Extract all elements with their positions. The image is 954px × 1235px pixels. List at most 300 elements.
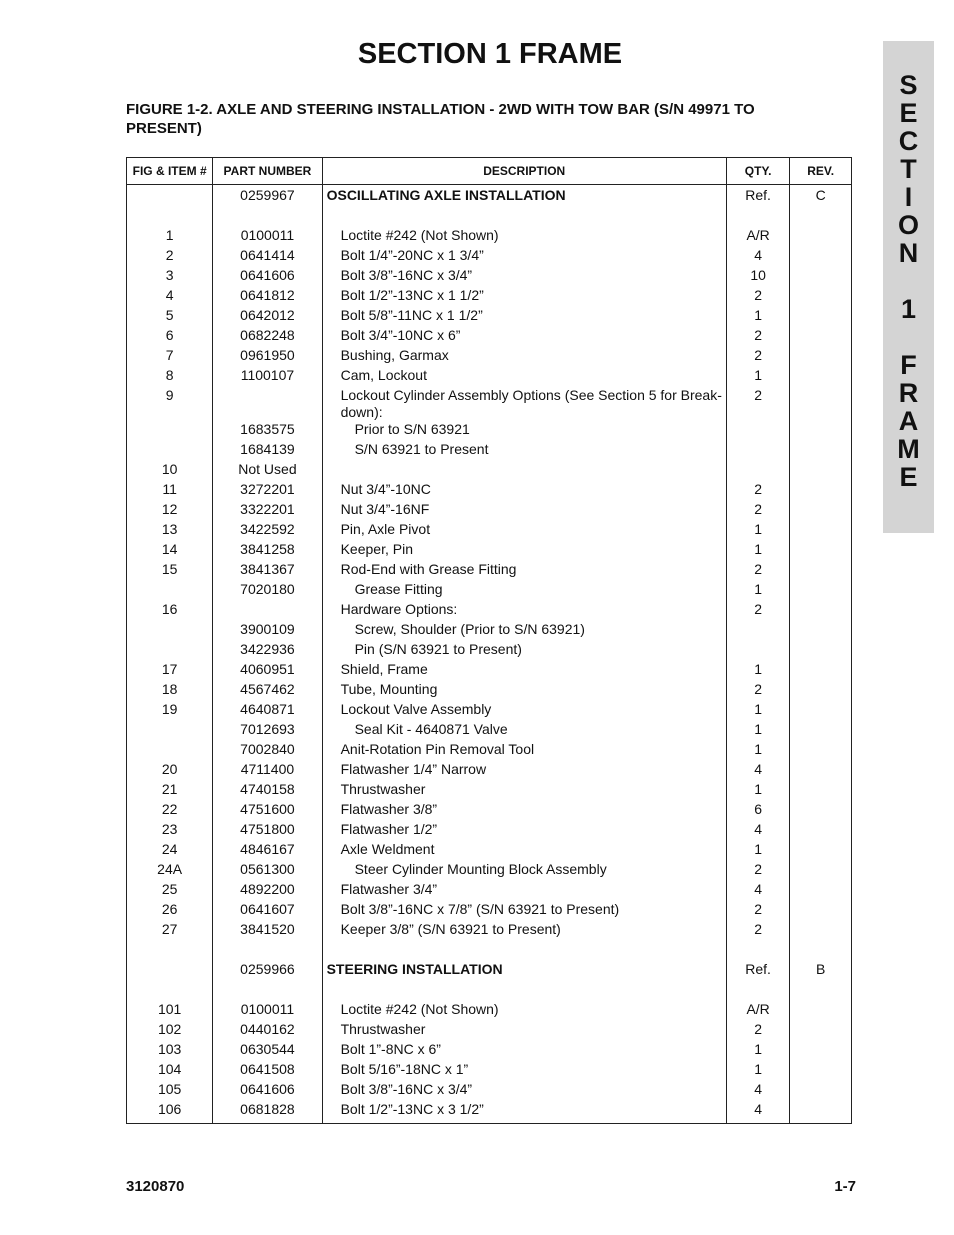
description-text: Flatwasher 1/4” Narrow (340, 761, 487, 777)
description-text: Bolt 5/16”-18NC x 1” (340, 1061, 469, 1077)
fig-item-cell (127, 941, 213, 961)
description-text: Steer Cylinder Mounting Block Assembly (354, 861, 607, 877)
side-tab-letter (883, 323, 934, 351)
rev-cell (790, 821, 852, 841)
description-cell (322, 441, 726, 461)
rev-cell (790, 641, 852, 661)
fig-item-cell: 104 (127, 1061, 213, 1081)
fig-item-cell (127, 185, 213, 208)
description-cell (322, 1081, 726, 1101)
rev-cell (790, 761, 852, 781)
table-row (127, 981, 852, 1001)
part-number-cell (213, 601, 322, 621)
part-number-cell: 4846167 (213, 841, 322, 861)
part-number-cell: 0641606 (213, 267, 322, 287)
description-cell (322, 841, 726, 861)
rev-cell (790, 601, 852, 621)
qty-cell: 2 (726, 681, 790, 701)
qty-cell: 1 (726, 1041, 790, 1061)
rev-cell (790, 1081, 852, 1101)
qty-cell (726, 207, 790, 227)
side-tab-letter (883, 267, 934, 295)
rev-cell (790, 387, 852, 421)
qty-cell: 1 (726, 701, 790, 721)
side-tab-letter: S (899, 70, 918, 100)
description-text: Tube, Mounting (340, 681, 438, 697)
qty-cell: 6 (726, 801, 790, 821)
side-tab-letter: N (898, 238, 919, 268)
side-tab-letter: T (900, 154, 917, 184)
qty-cell (726, 981, 790, 1001)
table-row (127, 287, 852, 307)
description-text: Hardware Options: (340, 601, 458, 617)
description-cell (322, 601, 726, 621)
description-cell (322, 501, 726, 521)
description-cell (322, 581, 726, 601)
fig-item-cell: 2 (127, 247, 213, 267)
table-row (127, 681, 852, 701)
fig-item-cell: 25 (127, 881, 213, 901)
side-tab-letter: F (900, 350, 917, 380)
table-row (127, 481, 852, 501)
part-number-cell: 0682248 (213, 327, 322, 347)
qty-cell: 1 (726, 1061, 790, 1081)
qty-cell: A/R (726, 227, 790, 247)
rev-cell (790, 1041, 852, 1061)
fig-item-cell: 9 (127, 387, 213, 421)
table-row (127, 1041, 852, 1061)
side-tab-letter: R (898, 378, 919, 408)
fig-item-cell: 1 (127, 227, 213, 247)
fig-item-cell: 101 (127, 1001, 213, 1021)
description-text: Grease Fitting (354, 581, 443, 597)
rev-cell (790, 541, 852, 561)
qty-cell: 4 (726, 1081, 790, 1101)
rev-cell (790, 781, 852, 801)
description-cell (322, 561, 726, 581)
part-number-cell: 3841520 (213, 921, 322, 941)
description-cell (322, 661, 726, 681)
table-row (127, 661, 852, 681)
qty-cell: Ref. (726, 961, 790, 981)
description-cell (322, 901, 726, 921)
description-text: Flatwasher 3/8” (340, 801, 438, 817)
rev-cell (790, 681, 852, 701)
table-row (127, 821, 852, 841)
fig-item-cell: 8 (127, 367, 213, 387)
fig-item-cell (127, 441, 213, 461)
qty-cell: 1 (726, 781, 790, 801)
part-number-cell: 4751800 (213, 821, 322, 841)
part-number-cell (213, 387, 322, 421)
description-text: Pin, Axle Pivot (340, 521, 431, 537)
part-number-cell: 1683575 (213, 421, 322, 441)
description-text: Prior to S/N 63921 (354, 421, 470, 437)
fig-item-cell (127, 641, 213, 661)
qty-cell: Ref. (726, 185, 790, 208)
table-row (127, 461, 852, 481)
description-text: Bolt 1/2”-13NC x 1 1/2” (340, 287, 484, 303)
qty-cell: 1 (726, 307, 790, 327)
rev-cell (790, 701, 852, 721)
description-text: Seal Kit - 4640871 Valve (354, 721, 508, 737)
section-side-tab (883, 41, 934, 533)
side-tab-letter: 1 (900, 294, 917, 324)
qty-cell: 1 (726, 841, 790, 861)
rev-cell (790, 1061, 852, 1081)
qty-cell: 1 (726, 581, 790, 601)
table-row (127, 621, 852, 641)
description-cell (322, 327, 726, 347)
qty-cell: 1 (726, 721, 790, 741)
part-number-cell: 0259967 (213, 185, 322, 208)
qty-cell (726, 941, 790, 961)
part-number-cell: 0100011 (213, 1001, 322, 1021)
description-cell (322, 307, 726, 327)
description-text: Flatwasher 3/4” (340, 881, 438, 897)
rev-cell (790, 981, 852, 1001)
description-text: Loctite #242 (Not Shown) (340, 1001, 499, 1017)
table-row (127, 721, 852, 741)
description-text: Bolt 3/8”-16NC x 7/8” (S/N 63921 to Present) (340, 901, 620, 917)
side-tab-letter: O (897, 210, 919, 240)
description-text: Lockout Valve Assembly (340, 701, 492, 717)
table-row (127, 941, 852, 961)
part-number-cell: 7020180 (213, 581, 322, 601)
description-text: Axle Weldment (340, 841, 435, 857)
description-cell (322, 247, 726, 267)
fig-item-cell: 105 (127, 1081, 213, 1101)
qty-cell: A/R (726, 1001, 790, 1021)
table-row (127, 701, 852, 721)
description-text: Thrustwasher (340, 781, 426, 797)
header-rev: REV. (790, 158, 852, 185)
table-row (127, 741, 852, 761)
description-cell (322, 347, 726, 367)
part-number-cell: 4892200 (213, 881, 322, 901)
header-qty: QTY. (726, 158, 790, 185)
description-text: Pin (S/N 63921 to Present) (354, 641, 522, 657)
fig-item-cell: 5 (127, 307, 213, 327)
fig-item-cell: 21 (127, 781, 213, 801)
description-text: Bolt 1/4”-20NC x 1 3/4” (340, 247, 484, 263)
part-number-cell: 0440162 (213, 1021, 322, 1041)
part-number-cell: 3422592 (213, 521, 322, 541)
rev-cell (790, 481, 852, 501)
table-row (127, 327, 852, 347)
side-tab-letters (883, 71, 934, 491)
qty-cell: 4 (726, 1101, 790, 1124)
document-number: 3120870 (126, 1178, 185, 1195)
qty-cell: 2 (726, 561, 790, 581)
rev-cell (790, 227, 852, 247)
part-number-cell: 0642012 (213, 307, 322, 327)
qty-cell (726, 441, 790, 461)
fig-item-cell: 22 (127, 801, 213, 821)
table-row (127, 801, 852, 821)
fig-item-cell: 26 (127, 901, 213, 921)
table-row (127, 1081, 852, 1101)
table-row (127, 861, 852, 881)
page-title: SECTION 1 FRAME (357, 38, 623, 70)
table-row (127, 881, 852, 901)
description-cell (322, 461, 726, 481)
part-number-cell: 1100107 (213, 367, 322, 387)
fig-item-cell (127, 207, 213, 227)
description-text: Flatwasher 1/2” (340, 821, 438, 837)
rev-cell (790, 721, 852, 741)
description-cell (322, 701, 726, 721)
fig-item-cell: 12 (127, 501, 213, 521)
rev-cell (790, 861, 852, 881)
description-cell (322, 681, 726, 701)
rev-cell (790, 521, 852, 541)
qty-cell: 2 (726, 861, 790, 881)
description-cell (322, 227, 726, 247)
rev-cell (790, 561, 852, 581)
description-text: Loctite #242 (Not Shown) (340, 227, 499, 243)
fig-item-cell: 19 (127, 701, 213, 721)
part-number-cell: 7002840 (213, 741, 322, 761)
fig-item-cell (127, 581, 213, 601)
rev-cell (790, 307, 852, 327)
description-text: Rod-End with Grease Fitting (340, 561, 517, 577)
side-tab-letter: E (899, 462, 918, 492)
table-row (127, 347, 852, 367)
description-text: Nut 3/4”-16NF (340, 501, 430, 517)
part-number-cell: 0561300 (213, 861, 322, 881)
description-text: Keeper, Pin (340, 541, 413, 557)
fig-item-cell: 23 (127, 821, 213, 841)
rev-cell (790, 207, 852, 227)
description-cell (322, 1061, 726, 1081)
qty-cell: 1 (726, 661, 790, 681)
qty-cell: 2 (726, 601, 790, 621)
header-description: DESCRIPTION (322, 158, 726, 185)
rev-cell (790, 441, 852, 461)
part-number-cell: 4567462 (213, 681, 322, 701)
table-row (127, 921, 852, 941)
fig-item-cell: 106 (127, 1101, 213, 1124)
fig-item-cell (127, 621, 213, 641)
description-text: Cam, Lockout (340, 367, 427, 383)
rev-cell (790, 801, 852, 821)
description-cell (322, 207, 726, 227)
rev-cell (790, 367, 852, 387)
rev-cell (790, 501, 852, 521)
table-row (127, 247, 852, 267)
fig-item-cell: 18 (127, 681, 213, 701)
description-cell (322, 541, 726, 561)
qty-cell: 2 (726, 347, 790, 367)
fig-item-cell: 13 (127, 521, 213, 541)
qty-cell: 4 (726, 881, 790, 901)
description-text: Screw, Shoulder (Prior to S/N 63921) (354, 621, 585, 637)
side-tab-letter: C (898, 126, 919, 156)
description-text: Bolt 5/8”-11NC x 1 1/2” (340, 307, 483, 323)
part-number-cell (213, 981, 322, 1001)
description-cell (322, 801, 726, 821)
table-row (127, 441, 852, 461)
fig-item-cell: 3 (127, 267, 213, 287)
fig-item-cell: 4 (127, 287, 213, 307)
qty-cell: 2 (726, 387, 790, 421)
table-row (127, 267, 852, 287)
part-number-cell: 3841367 (213, 561, 322, 581)
rev-cell (790, 421, 852, 441)
qty-cell: 4 (726, 821, 790, 841)
description-text: Bolt 1/2”-13NC x 3 1/2” (340, 1101, 484, 1117)
rev-cell (790, 661, 852, 681)
description-cell (322, 921, 726, 941)
part-number-cell: 0681828 (213, 1101, 322, 1124)
description-text: STEERING INSTALLATION (326, 961, 503, 977)
table-row (127, 185, 852, 208)
part-number-cell: 3322201 (213, 501, 322, 521)
table-row (127, 601, 852, 621)
table-row (127, 501, 852, 521)
part-number-cell: 0630544 (213, 1041, 322, 1061)
table-row (127, 367, 852, 387)
description-text: Bolt 3/4”-10NC x 6” (340, 327, 461, 343)
rev-cell (790, 941, 852, 961)
description-text: Lockout Cylinder Assembly Options (See Section 5 for Break-down): (340, 387, 722, 420)
fig-item-cell: 20 (127, 761, 213, 781)
description-text: Keeper 3/8” (S/N 63921 to Present) (340, 921, 561, 937)
description-cell (322, 761, 726, 781)
rev-cell (790, 581, 852, 601)
rev-cell (790, 461, 852, 481)
page-number: 1-7 (834, 1178, 856, 1195)
table-header-row (127, 158, 852, 185)
part-number-cell: 4640871 (213, 701, 322, 721)
description-cell (322, 185, 726, 208)
fig-item-cell: 102 (127, 1021, 213, 1041)
description-cell (322, 821, 726, 841)
part-number-cell: 4711400 (213, 761, 322, 781)
qty-cell: 2 (726, 327, 790, 347)
part-number-cell: 0641607 (213, 901, 322, 921)
description-text: Bolt 1”-8NC x 6” (340, 1041, 441, 1057)
description-cell (322, 521, 726, 541)
part-number-cell: 4740158 (213, 781, 322, 801)
fig-item-cell: 6 (127, 327, 213, 347)
qty-cell: 4 (726, 247, 790, 267)
fig-item-cell (127, 961, 213, 981)
part-number-cell: 0641606 (213, 1081, 322, 1101)
description-cell (322, 781, 726, 801)
table-row (127, 581, 852, 601)
description-cell (322, 1021, 726, 1041)
description-text: S/N 63921 to Present (354, 441, 489, 457)
side-tab-letter: A (898, 406, 919, 436)
qty-cell: 2 (726, 901, 790, 921)
table-row (127, 901, 852, 921)
fig-item-cell: 16 (127, 601, 213, 621)
part-number-cell: 3422936 (213, 641, 322, 661)
part-number-cell: 0641508 (213, 1061, 322, 1081)
part-number-cell: 0641414 (213, 247, 322, 267)
description-text: Bolt 3/8”-16NC x 3/4” (340, 267, 473, 283)
rev-cell (790, 327, 852, 347)
parts-table-body (127, 185, 852, 1124)
qty-cell: 1 (726, 741, 790, 761)
qty-cell: 1 (726, 541, 790, 561)
table-row (127, 781, 852, 801)
qty-cell: 4 (726, 761, 790, 781)
description-cell (322, 387, 726, 421)
part-number-cell: 0259966 (213, 961, 322, 981)
fig-item-cell: 14 (127, 541, 213, 561)
header-fig-item: FIG & ITEM # (127, 158, 213, 185)
fig-item-cell (127, 721, 213, 741)
fig-item-cell: 103 (127, 1041, 213, 1061)
description-cell (322, 1041, 726, 1061)
qty-cell: 2 (726, 1021, 790, 1041)
part-number-cell: 0961950 (213, 347, 322, 367)
rev-cell: C (790, 185, 852, 208)
part-number-cell: 4751600 (213, 801, 322, 821)
qty-cell (726, 621, 790, 641)
part-number-cell: 7012693 (213, 721, 322, 741)
rev-cell (790, 1021, 852, 1041)
rev-cell (790, 247, 852, 267)
description-text: Bolt 3/8”-16NC x 3/4” (340, 1081, 473, 1097)
description-text: Shield, Frame (340, 661, 428, 677)
fig-item-cell: 15 (127, 561, 213, 581)
fig-item-cell: 27 (127, 921, 213, 941)
table-row (127, 561, 852, 581)
description-cell (322, 721, 726, 741)
description-cell (322, 861, 726, 881)
qty-cell (726, 421, 790, 441)
rev-cell (790, 1001, 852, 1021)
part-number-cell (213, 207, 322, 227)
part-number-cell: Not Used (213, 461, 322, 481)
description-text: Nut 3/4”-10NC (340, 481, 431, 497)
description-cell (322, 367, 726, 387)
fig-item-cell: 24 (127, 841, 213, 861)
part-number-cell: 4060951 (213, 661, 322, 681)
rev-cell (790, 841, 852, 861)
rev-cell (790, 287, 852, 307)
fig-item-cell (127, 741, 213, 761)
part-number-cell: 3841258 (213, 541, 322, 561)
qty-cell: 1 (726, 367, 790, 387)
description-text: Anit-Rotation Pin Removal Tool (340, 741, 535, 757)
description-cell (322, 267, 726, 287)
figure-caption: FIGURE 1-2. AXLE AND STEERING INSTALLATION - 2WD WITH TOW BAR (S/N 49971 TO PRESENT) (126, 101, 755, 137)
rev-cell (790, 901, 852, 921)
qty-cell: 2 (726, 501, 790, 521)
qty-cell: 10 (726, 267, 790, 287)
description-cell (322, 621, 726, 641)
header-part-number: PART NUMBER (213, 158, 322, 185)
rev-cell (790, 741, 852, 761)
table-row (127, 521, 852, 541)
table-row (127, 641, 852, 661)
description-cell (322, 641, 726, 661)
fig-item-cell: 17 (127, 661, 213, 681)
table-row (127, 1061, 852, 1081)
table-row (127, 227, 852, 247)
qty-cell: 1 (726, 521, 790, 541)
part-number-cell (213, 941, 322, 961)
table-row (127, 1101, 852, 1124)
side-tab-letter: M (897, 434, 920, 464)
part-number-cell: 3272201 (213, 481, 322, 501)
table-row (127, 841, 852, 861)
